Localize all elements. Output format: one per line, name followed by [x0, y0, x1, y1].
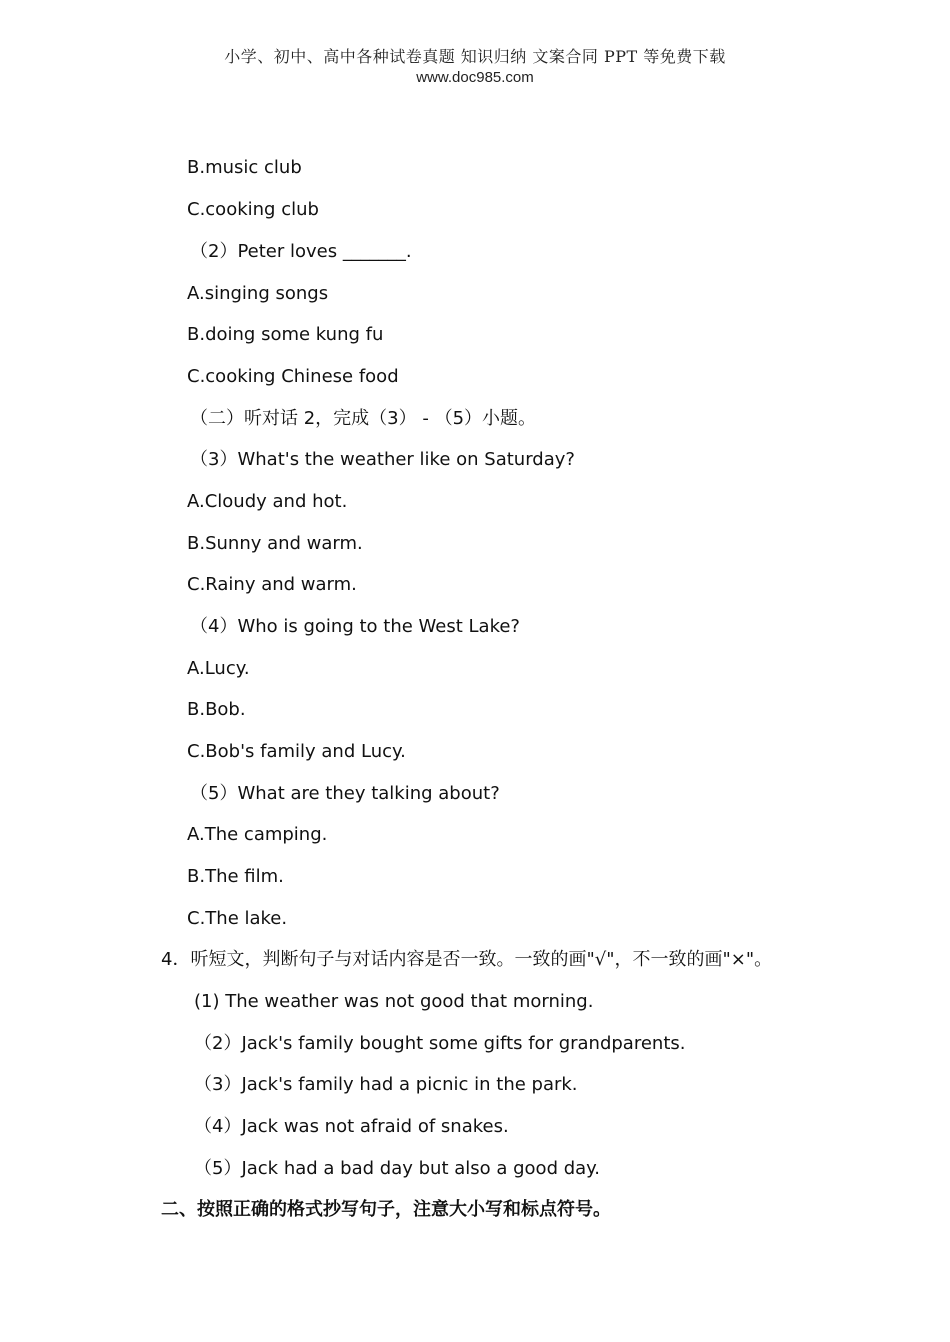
section4-heading: 4．听短文，判断句子与对话内容是否一致。一致的画"√"，不一致的画"×"。 [161, 949, 773, 970]
q4-option-c: C.Bob's family and Lucy. [187, 741, 406, 762]
q5-stem: （5）What are they talking about? [190, 783, 500, 804]
q2-stem: （2）Peter loves _______. [190, 241, 412, 262]
q2-option-c: C.cooking Chinese food [187, 366, 399, 387]
q4-stem: （4）Who is going to the West Lake? [190, 616, 520, 637]
q2-option-b: B.doing some kung fu [187, 324, 384, 345]
section4-item-2: （2）Jack's family bought some gifts for grandparents. [194, 1033, 686, 1054]
q2-option-a: A.singing songs [187, 283, 329, 304]
section4-item-4: （4）Jack was not afraid of snakes. [194, 1116, 509, 1137]
q3-option-a: A.Cloudy and hot. [187, 491, 348, 512]
dialogue2-intro: （二）听对话 2，完成（3） - （5）小题。 [190, 408, 537, 429]
section4-item-5: （5）Jack had a bad day but also a good day. [194, 1158, 600, 1179]
section4-item-1: (1) The weather was not good that morning. [194, 991, 594, 1012]
q5-option-b: B.The film. [187, 866, 284, 887]
q3-option-b: B.Sunny and warm. [187, 533, 363, 554]
header-url: www.doc985.com [416, 69, 534, 86]
page-header [0, 46, 950, 88]
q4-option-a: A.Lucy. [187, 658, 250, 679]
q1-option-b: B.music club [187, 157, 302, 178]
q3-stem: （3）What's the weather like on Saturday? [190, 449, 575, 470]
q5-option-c: C.The lake. [187, 908, 288, 929]
part2-heading: 二、按照正确的格式抄写句子，注意大小写和标点符号。 [161, 1199, 611, 1220]
q1-option-c: C.cooking club [187, 199, 319, 220]
q4-option-b: B.Bob. [187, 699, 246, 720]
q5-option-a: A.The camping. [187, 824, 328, 845]
q3-option-c: C.Rainy and warm. [187, 574, 357, 595]
section4-item-3: （3）Jack's family had a picnic in the park. [194, 1074, 578, 1095]
header-title: 小学、初中、高中各种试卷真题 知识归纳 文案合同 PPT 等免费下载 [224, 47, 726, 66]
